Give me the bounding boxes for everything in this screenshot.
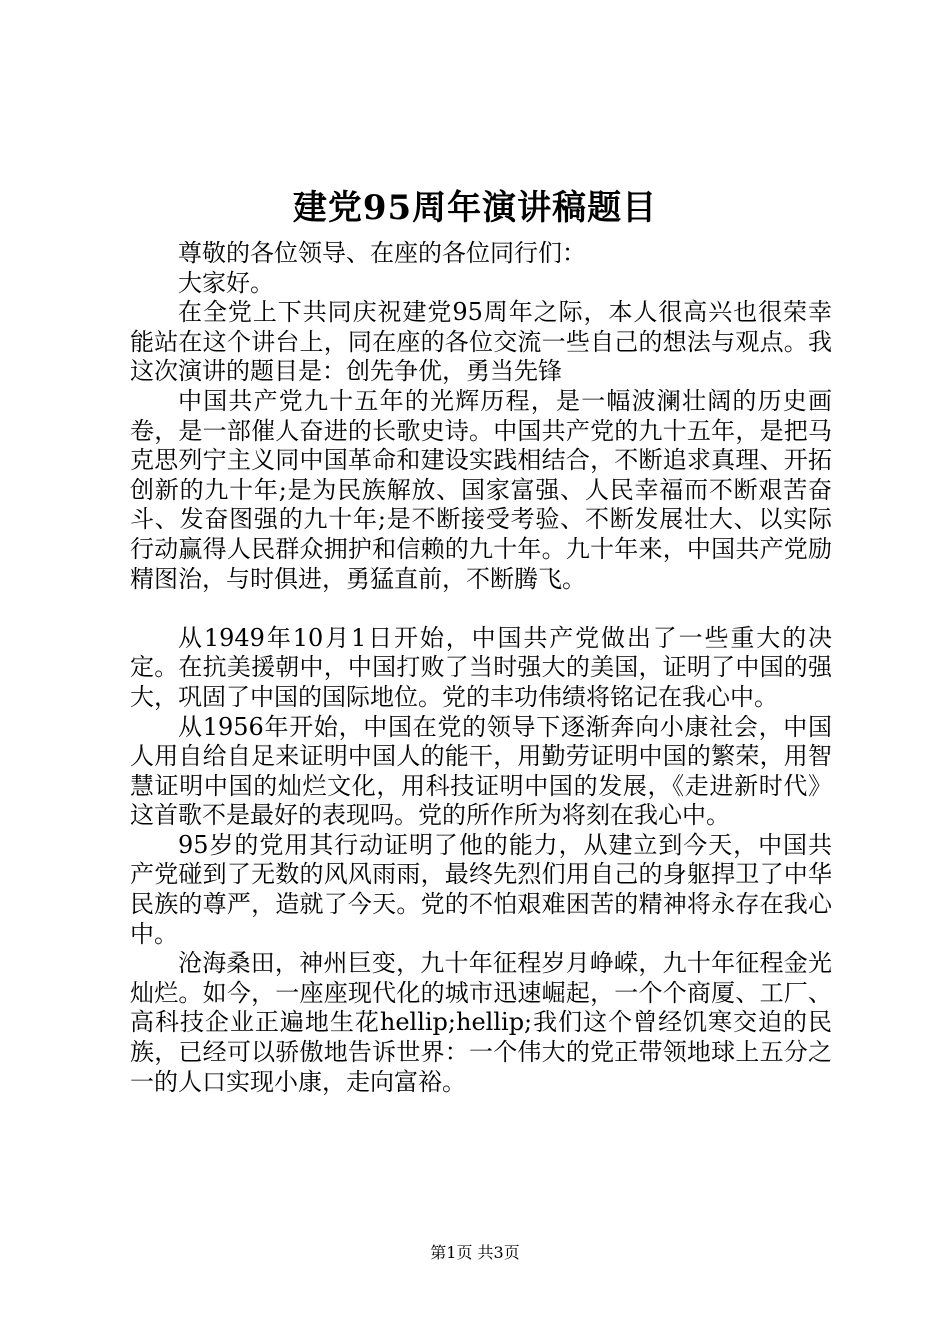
greeting: 大家好。 [178, 268, 274, 297]
document-body [130, 239, 832, 1097]
page-title: 建党95周年演讲稿题目 [292, 188, 658, 228]
salutation: 尊敬的各位领导、在座的各位同行们： [178, 239, 586, 267]
paragraph-intro: 在全党上下共同庆祝建党95周年之际，本人很高兴也很荣幸能站在这个讲台上，同在座的各位交流一些自己的想法与观点。我这次演讲的题目是：创先争优，勇当先锋 [130, 298, 832, 386]
paragraph-1949: 从1949年10月1日开始，中国共产党做出了一些重大的决定。在抗美援朝中，中国打败了当时强大的美国，证明了中国的强大，巩固了中国的国际地位。党的丰功伟绩将铭记在我心中。 [130, 623, 832, 711]
page-number: 第1页 共3页 [430, 1243, 520, 1262]
paragraph-95-years: 95岁的党用其行动证明了他的能力，从建立到今天，中国共产党碰到了无数的风风雨雨，最终先烈们用自己的身躯捍卫了中华民族的尊严，造就了今天。党的不怕艰难困苦的精神将永存在我心中。 [130, 830, 832, 948]
paragraph-changes: 沧海桑田，神州巨变，九十年征程岁月峥嵘，九十年征程金光灿烂。如今，一座座现代化的城市迅速崛起，一个个商厦、工厂、高科技企业正遍地生花hellip;hellip;我们这个曾经饥寒交迫的民族，已经可以骄傲地告诉世界：一个伟大的党正带领地球上五分之一的人口实现小康，走向富裕。 [130, 949, 832, 1096]
paragraph-history: 中国共产党九十五年的光辉历程，是一幅波澜壮阔的历史画卷，是一部催人奋进的长歌史诗。中国共产党的九十五年，是把马克思列宁主义同中国革命和建设实践相结合，不断追求真理、开拓创新的九十年;是为民族解放、国家富强、人民幸福而不断艰苦奋斗、发奋图强的九十年;是不断接受考验、不断发展壮大、以实际行动赢得人民群众拥护和信赖的九十年。九十年来，中国共产党励精图治，与时俱进，勇猛直前，不断腾飞。 [130, 386, 832, 593]
paragraph-1956: 从1956年开始，中国在党的领导下逐渐奔向小康社会，中国人用自给自足来证明中国人的能干，用勤劳证明中国的繁荣，用智慧证明中国的灿烂文化，用科技证明中国的发展，《走进新时代》这首歌不是最好的表现吗。党的所作所为将刻在我心中。 [130, 712, 832, 830]
